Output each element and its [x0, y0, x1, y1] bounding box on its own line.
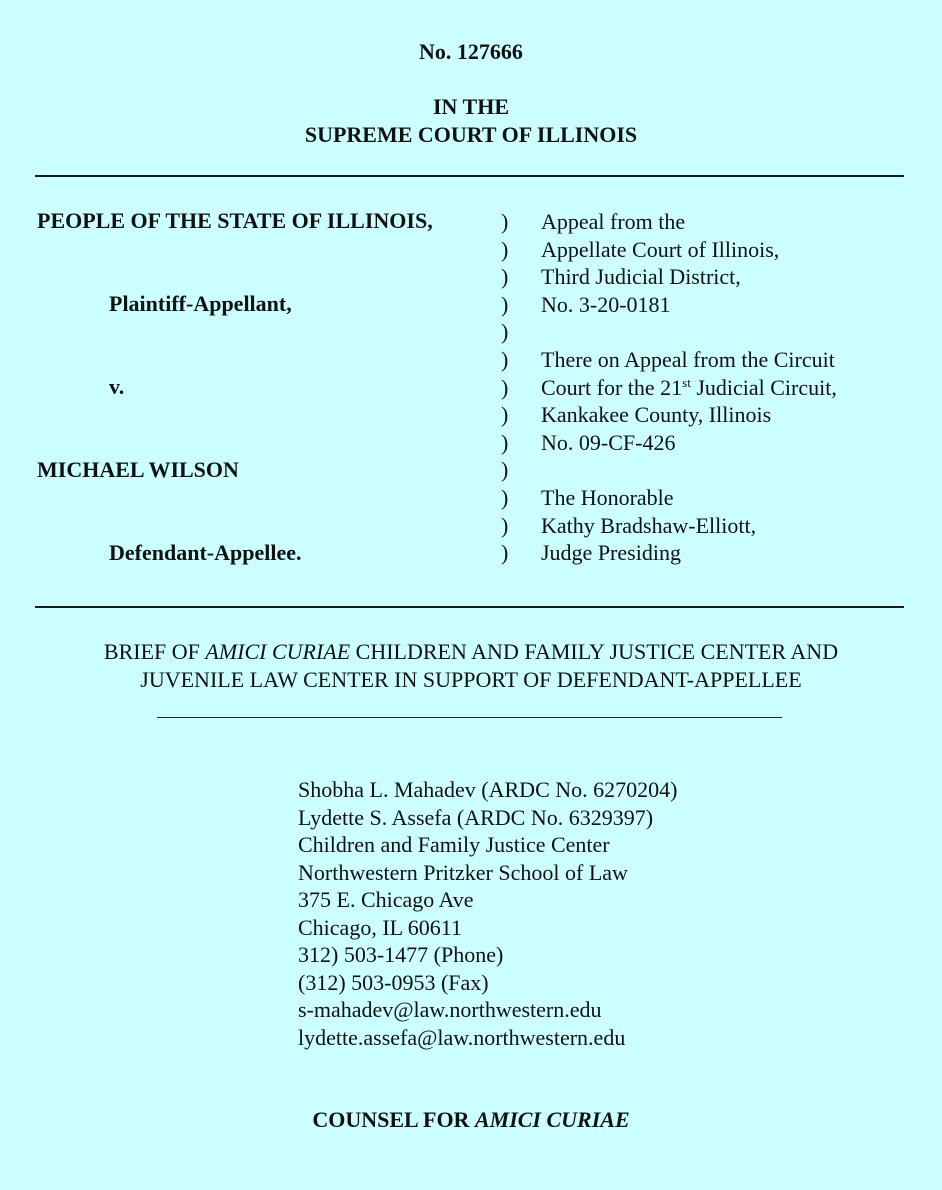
brief-underline [157, 717, 782, 718]
appeal-line-8: No. 09-CF-426 [541, 429, 676, 455]
counsel-for-amici: AMICI CURIAE [474, 1107, 630, 1132]
appeal-blank-2 [541, 456, 837, 484]
paren: ) [501, 429, 509, 455]
appeal-line-6-sup: st [682, 374, 691, 390]
appeal-info [541, 208, 837, 567]
defendant-name: MICHAEL WILSON [37, 457, 239, 482]
counsel-for-label [0, 1106, 942, 1134]
paren: ) [501, 457, 509, 483]
appeal-line-6 [541, 374, 837, 402]
appeal-line-9: The Honorable [541, 484, 674, 510]
brief-title [0, 638, 942, 693]
counsel-email-link[interactable]: s-mahadev@law.northwestern.edu [298, 997, 602, 1022]
top-divider [35, 175, 904, 177]
brief-title-post: CHILDREN AND FAMILY JUSTICE CENTER AND [350, 639, 839, 664]
middle-divider [35, 606, 904, 608]
paren: ) [501, 264, 509, 290]
counsel-line: Chicago, IL 60611 [298, 914, 462, 940]
appeal-line-6-pre: Court for the 21 [541, 374, 683, 400]
brief-title-line-1 [0, 638, 942, 666]
counsel-for-pre: COUNSEL FOR [312, 1107, 475, 1132]
counsel-line: Northwestern Pritzker School of Law [298, 859, 628, 885]
counsel-email-link[interactable]: lydette.assefa@law.northwestern.edu [298, 1024, 626, 1050]
plaintiff-role: Plaintiff-Appellant, [109, 291, 292, 316]
appeal-line-3: Third Judicial District, [541, 264, 741, 290]
appeal-line-10: Kathy Bradshaw-Elliott, [541, 512, 757, 538]
brief-title-line-2: JUVENILE LAW CENTER IN SUPPORT OF DEFENDANT-APPELLEE [140, 666, 802, 692]
paren: ) [501, 540, 509, 566]
counsel-line: Lydette S. Assefa (ARDC No. 6329397) [298, 804, 654, 830]
appeal-line-1: Appeal from the [541, 209, 686, 234]
appeal-line-2: Appellate Court of Illinois, [541, 236, 780, 262]
paren: ) [501, 512, 509, 538]
appeal-line-4: No. 3-20-0181 [541, 291, 671, 317]
paren: ) [501, 484, 509, 510]
appeal-line-6-post: Judicial Circuit, [690, 374, 837, 400]
paren: ) [501, 236, 509, 262]
caption-parentheses [501, 208, 508, 567]
paren: ) [501, 346, 509, 372]
court-line-1: IN THE [432, 94, 509, 119]
paren: ) [501, 291, 509, 317]
counsel-line: Children and Family Justice Center [298, 832, 610, 857]
defendant-role: Defendant-Appellee. [109, 540, 302, 565]
counsel-block [298, 776, 677, 1051]
appeal-line-11: Judge Presiding [541, 540, 681, 566]
brief-title-amici: AMICI CURIAE [205, 639, 351, 664]
versus-label: v. [109, 374, 125, 399]
appeal-line-5: There on Appeal from the Circuit [541, 346, 835, 372]
counsel-line: 312) 503-1477 (Phone) [298, 942, 504, 967]
paren: ) [501, 402, 509, 428]
brief-title-pre: BRIEF OF [103, 639, 206, 664]
counsel-line: Shobha L. Mahadev (ARDC No. 6270204) [298, 777, 678, 802]
case-number: No. 127666 [419, 39, 523, 64]
paren: ) [501, 209, 509, 234]
paren: ) [501, 374, 509, 400]
appeal-blank-1 [541, 318, 837, 346]
appeal-line-7: Kankakee County, Illinois [541, 402, 772, 428]
plaintiff-name: PEOPLE OF THE STATE OF ILLINOIS, [37, 208, 433, 233]
counsel-line: (312) 503-0953 (Fax) [298, 969, 489, 995]
court-line-2: SUPREME COURT OF ILLINOIS [304, 122, 638, 147]
counsel-line: 375 E. Chicago Ave [298, 887, 474, 912]
paren: ) [501, 319, 509, 345]
